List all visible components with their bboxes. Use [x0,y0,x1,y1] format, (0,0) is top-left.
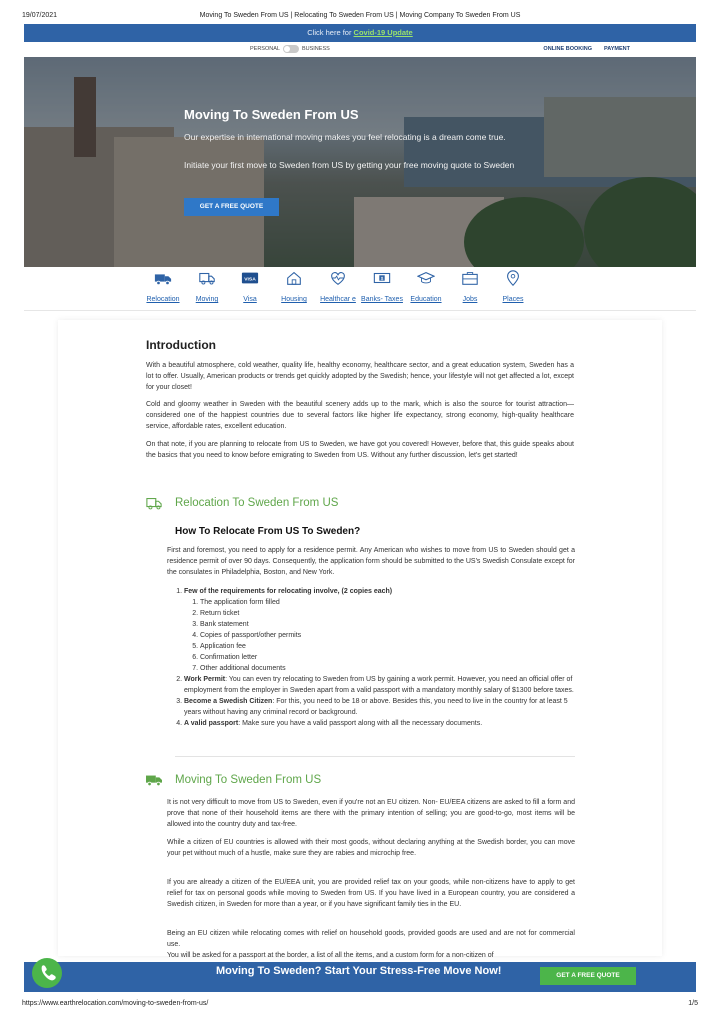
print-url: https://www.earthrelocation.com/moving-to-sweden-from-us/ [22,1000,209,1007]
money-icon [373,269,391,287]
citizen-text: : For this, you need to be 18 or above. Besides this, you need to live in the country for at least 5 years without having any criminal record or background. [184,698,568,716]
category-label: Housing [281,296,307,303]
moving-paragraph-1: It is not very difficult to move from US to Sweden, even if you're not an EU citizen. Non- EU/EEA citizens are asked to fill a form and prove that none of their household items are there with the primary intention of selling; you are good-to-go, most items will be allowed into the country duty and tax-free. [167,799,575,828]
covid-text: Click here for [307,28,354,37]
print-header [0,0,720,24]
hero-banner [24,57,696,267]
category-label: Education [410,296,442,303]
moving-paragraph-4: Being an EU citizen while relocating comes with relief on household goods, provided goods are used and are not for commercial use. [167,930,575,948]
svg-text:VISA: VISA [244,277,256,283]
moving-van-icon [198,269,216,287]
list-item [184,674,574,696]
introduction-heading: Introduction [146,338,216,352]
list-item [184,586,574,674]
covid-bar [24,24,696,42]
moving-paragraph-5: You will be asked for a passport at the border, a list of all the items, and a custom form for a non-citizen of [167,952,494,959]
moving-van-icon [145,495,163,511]
house-icon [285,269,303,287]
truck-icon [145,772,163,788]
relocation-heading: Relocation To Sweden From US [175,497,339,509]
truck-icon [154,269,172,287]
moving-heading: Moving To Sweden From US [175,774,322,786]
intro-paragraph-2: Cold and gloomy weather in Sweden with the beautiful scenery adds up to the mark, which is also the source for tourist attraction—considered one of the happiest countries due to several factors like higher life expectancy, strong economy, high-quality healthcare service, affordable rates, excellent education. [146,401,574,430]
passport-text: : Make sure you have a valid passport along with all the necessary documents. [238,720,483,727]
print-page-number: 1/5 [688,1000,698,1007]
category-jobs[interactable] [448,269,492,304]
sticky-message: Moving To Sweden? Start Your Stress-Free Move Now! [216,965,502,977]
section-divider [175,756,575,757]
list-item: 4. Copies of passport/other permits [200,630,574,641]
requirements-list [184,586,574,729]
category-education[interactable] [404,269,448,304]
list-item: 2. Return ticket [200,608,574,619]
covid-update-link[interactable]: Covid-19 Update [353,28,413,37]
category-banks-taxes[interactable] [360,269,404,304]
moving-paragraph-2: While a citizen of EU countries is allowed with their most goods, without declaring anything at the Swedish border, you can move your pet without much of a hustle, make sure they are rabies and microchip free. [167,839,575,857]
intro-paragraph-3: On that note, if you are planning to relocate from US to Sweden, we have got you covered! However, before that, this guide speaks about the basics that you need to know before emigrating to Sweden from US. Without any further discussion, let's get started! [146,441,574,459]
passport-label: A valid passport [184,720,239,727]
category-visa[interactable] [228,269,272,304]
phone-call-button[interactable] [32,958,62,988]
category-places[interactable] [491,269,535,304]
print-footer [0,996,720,1018]
svg-text:$: $ [380,275,384,281]
category-moving[interactable] [185,269,229,304]
list-item: 3. Bank statement [200,619,574,630]
heart-pulse-icon [329,269,347,287]
relocation-paragraph: First and foremost, you need to apply for a residence permit. Any American who wishes to move from US to Sweden should get a residence permit of over 90 days. Consequently, the application form should be submitted to the US's Swedish Consulate except for the consulates in Philadelphia, Boston, and New York. [167,547,575,576]
category-relocation[interactable] [141,269,185,304]
payment-link[interactable]: PAYMENT [604,46,630,52]
hero-title: Moving To Sweden From US [184,107,359,122]
sticky-quote-bar [24,962,696,992]
category-icon-bar [24,267,696,311]
intro-paragraph-1: With a beautiful atmosphere, cold weather, quality life, healthy economy, healthcare sector, and a great education system, Sweden has a lot to offer. Usually, American products or trends get quickly adopted by the Swedish; hence, your lifestyle will not get affected a lot, except for your closet! [146,362,574,391]
category-label: Jobs [462,296,478,303]
print-date: 19/07/2021 [22,12,58,19]
list-item: 7. Other additional documents [200,663,574,674]
hero-paragraph-2: Initiate your first move to Sweden from US by getting your free moving quote to Sweden [184,160,515,170]
hero-paragraph-1: Our expertise in international moving makes you feel relocating is a dream come true. [184,132,506,142]
moving-paragraph-3: If you are already a citizen of the EU/EEA unit, you are provided relief tax on your goods, while non-citizens have to apply to get relief for tax on personal goods while moving to Sweden from US. If you have lived in a European country, you are considered a Swedish citizen, in Sweden for more than a year, or if you have significant family ties in the EU. [167,879,575,908]
online-booking-link[interactable]: ONLINE BOOKING [543,46,593,52]
category-label: Visa [243,296,257,303]
requirements-head: Few of the requirements for relocating involve, (2 copies each) [184,588,393,595]
list-item [184,718,574,729]
relocation-subheading: How To Relocate From US To Sweden? [175,526,361,537]
list-item [184,696,574,718]
map-pin-icon [504,269,522,287]
list-item: 5. Application fee [200,641,574,652]
print-title: Moving To Sweden From US | Relocating To Sweden From US | Moving Company To Sweden From US [199,12,521,19]
category-label: Healthcar e [320,296,356,303]
requirements-sublist [200,597,574,674]
hero-free-quote-button[interactable]: GET A FREE QUOTE [184,198,279,216]
visa-card-icon [241,269,259,287]
work-permit-label: Work Permit [184,676,226,683]
personal-business-toggle[interactable] [250,45,330,53]
business-label: BUSINESS [301,46,330,52]
category-label: Banks- Taxes [361,296,403,303]
toggle-switch[interactable] [283,45,299,53]
graduation-cap-icon [417,269,435,287]
top-nav [24,42,696,57]
citizen-label: Become a Swedish Citizen [184,698,273,705]
category-label: Places [502,296,524,303]
category-healthcare[interactable] [316,269,360,304]
list-item: 1. The application form filled [200,597,574,608]
phone-icon [32,958,62,988]
category-housing[interactable] [272,269,316,304]
category-label: Relocation [146,296,180,303]
personal-label: PERSONAL [250,46,280,52]
briefcase-icon [461,269,479,287]
sticky-free-quote-button[interactable]: GET A FREE QUOTE [540,967,636,985]
work-permit-text: : You can even try relocating to Sweden from US by gaining a work permit. However, you need an official offer of employment from the employer in Sweden apart from a valid passport with a mandatory monthly salary of $1300 before taxes. [184,676,574,694]
list-item: 6. Confirmation letter [200,652,574,663]
category-label: Moving [195,296,219,303]
